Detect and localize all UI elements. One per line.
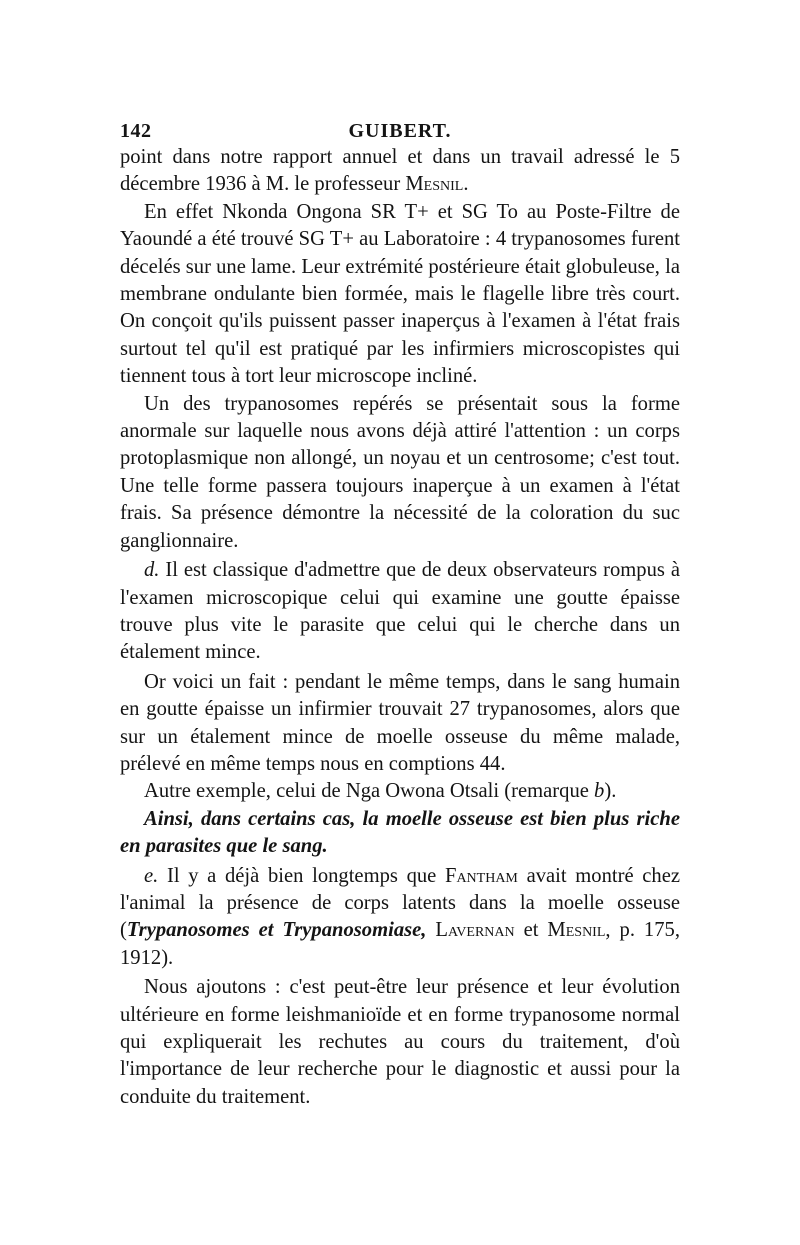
remark-reference: b — [594, 780, 605, 803]
paragraph-text: Autre exemple, celui de Nga Owona Otsali (remarque — [144, 780, 589, 803]
paragraph-d — [120, 557, 680, 667]
paragraph-continued — [120, 144, 680, 199]
paragraph-abnormal-form: Un des trypanosomes repérés se présentait sous la forme anormale sur laquelle nous avons déjà attiré l'attention : un corps protoplasmique non allongé, un noyau et un centrosome; c'est tout. Une telle forme passera toujours inaperçue à un examen à l'état frais. Sa présence démontre la nécessité de la coloration du suc ganglionnaire. — [120, 392, 680, 552]
paragraph-other-example — [120, 778, 680, 805]
paragraph-nkonda-case: En effet Nkonda Ongona SR T+ et SG To au Poste-Filtre de Yaoundé a été trouvé SG T+ au Laboratoire : 4 trypanosomes furent décelés sur une lame. Leur extrémité postérieure était globuleuse, la membrane ondulante bien formée, mais le flagelle libre très court. On conçoit qu'ils puissent passer inaperçus à l'examen à l'état frais surtout tel qu'il est pratiqué par les infirmiers microscopistes qui tiennent tous à tort leur microscope incliné. — [120, 200, 680, 388]
paragraph-conclusion: Ainsi, dans certains cas, la moelle osseuse est bien plus riche en parasites que le sang. — [120, 807, 680, 858]
body-text — [120, 144, 680, 1111]
paragraph-text: point dans notre rapport annuel et dans un travail adressé le 5 décembre 1936 à M. le professeur — [120, 146, 680, 196]
punctuation: . — [463, 173, 469, 196]
punctuation: ). — [604, 780, 617, 803]
paragraph-text: avait montré chez l'animal la présence de corps latents dans la moelle osseuse ( — [120, 864, 680, 942]
paragraph-text: Il y a déjà bien longtemps que — [166, 864, 437, 887]
section-label-d: d. — [144, 559, 160, 582]
paragraph-final: Nous ajoutons : c'est peut-être leur présence et leur évolution ultérieure en forme leishmanioïde et en forme trypanosome normal qui expliquerait les rechutes au cours du traitement, d'où l'importance de leur recherche pour le diagnostic et aussi pour la conduite du traitement. — [120, 976, 680, 1108]
author-name-lavernan: Lavernan — [435, 919, 515, 942]
paragraph-e — [120, 863, 680, 973]
book-page — [120, 112, 680, 1111]
author-name-fantham: Fantham — [444, 864, 518, 887]
running-header — [120, 112, 680, 144]
section-label-e: e. — [144, 864, 159, 887]
paragraph-text: et — [523, 919, 539, 942]
running-title: GUIBERT. — [348, 120, 452, 142]
page-number: 142 — [120, 120, 152, 142]
citation-end: , p. 175, 1912). — [120, 919, 680, 969]
paragraph-text: Il est classique d'admettre que de deux observateurs rompus à l'examen microscopique celui qui examine une goutte épaisse trouve plus vite le parasite que celui qui le cherche dans un étalement mince. — [120, 559, 680, 664]
paragraph-blood-count: Or voici un fait : pendant le même temps, dans le sang humain en goutte épaisse un infirmier trouvait 27 trypanosomes, alors que sur un étalement mince de moelle osseuse du même malade, prélevé en même temps nous en comptions 44. — [120, 670, 680, 775]
author-name-mesnil: Mesnil — [405, 173, 464, 196]
book-title: Trypanosomes et Trypanosomiase, — [126, 919, 427, 942]
author-name-mesnil: Mesnil — [547, 919, 606, 942]
